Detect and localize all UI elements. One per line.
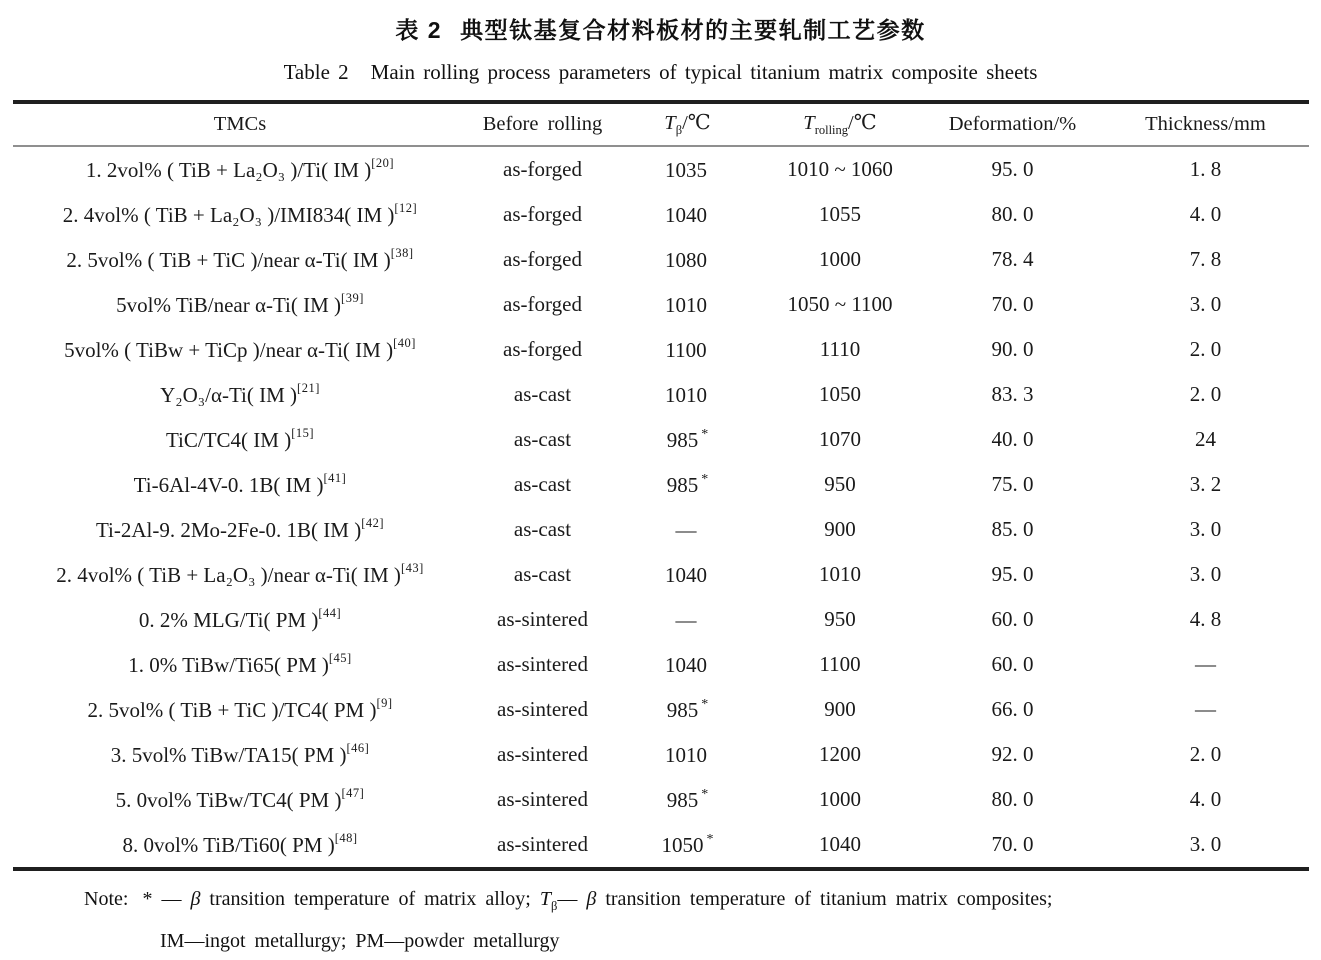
column-header-tmcs: TMCs [13, 102, 468, 146]
cell-t-rolling: 1110 [819, 337, 861, 361]
cell-before-rolling: as-forged [503, 292, 582, 316]
cell-tmc: 2. 5vol% ( TiB + TiC )/near α-Ti( IM )[38] [66, 246, 414, 272]
cell-thickness: 1. 8 [1189, 157, 1222, 181]
table-row [13, 192, 1309, 237]
cell-t-rolling: 1200 [819, 742, 861, 766]
cell-deformation: 80. 0 [991, 202, 1034, 226]
t-beta-symbol: T [539, 888, 551, 910]
table-row [13, 146, 1309, 192]
cell-tmc: Y₂O₃/α-Ti( IM )[21] [160, 381, 320, 407]
table-header-row [13, 102, 1309, 146]
beta-asterisk: * [701, 696, 709, 712]
cell-deformation: 60. 0 [991, 652, 1034, 676]
cell-tmc: 1. 0% TiBw/Ti65( PM )[45] [128, 651, 352, 677]
cell-deformation: 70. 0 [991, 832, 1034, 856]
reference-superscript: [44] [318, 606, 342, 620]
cell-t-rolling: 1010 [819, 562, 861, 586]
reference-superscript: [42] [361, 516, 385, 530]
column-header-thickness: Thickness/mm [1103, 102, 1309, 146]
cell-thickness: 4. 8 [1189, 607, 1222, 631]
reference-superscript: [12] [394, 201, 418, 215]
table-caption-zh [0, 12, 1321, 45]
cell-before-rolling: as-cast [513, 517, 572, 541]
reference-superscript: [39] [341, 291, 364, 305]
cell-t-beta: — [675, 607, 697, 632]
beta-asterisk: * [701, 426, 709, 442]
table-caption-en [0, 60, 1321, 85]
cell-before-rolling: as-sintered [497, 742, 588, 766]
cell-before-rolling: as-cast [513, 427, 572, 451]
cell-before-rolling: as-forged [503, 157, 582, 181]
cell-before-rolling: as-cast [513, 562, 572, 586]
cell-before-rolling: as-sintered [497, 652, 588, 676]
cell-thickness: — [1195, 697, 1216, 721]
cell-deformation: 75. 0 [991, 472, 1034, 496]
cell-t-beta: 1010 [665, 382, 707, 407]
table-row [13, 597, 1309, 642]
cell-tmc: 2. 5vol% ( TiB + TiC )/TC4( PM )[9] [87, 696, 393, 722]
rolling-parameters-table [13, 100, 1309, 871]
beta-asterisk: * [701, 471, 709, 487]
cell-tmc: 8. 0vol% TiB/Ti60( PM )[48] [122, 831, 358, 857]
cell-thickness: 3. 0 [1189, 562, 1222, 586]
reference-superscript: [20] [371, 156, 395, 170]
cell-tmc: 2. 4vol% ( TiB + La₂O₃ )/IMI834( IM )[12] [62, 201, 418, 227]
table-row [13, 642, 1309, 687]
cell-t-rolling: 1000 [819, 787, 861, 811]
cell-thickness: 7. 8 [1189, 247, 1222, 271]
cell-before-rolling: as-cast [513, 472, 572, 496]
cell-t-rolling: 1050 ~ 1100 [787, 292, 893, 316]
cell-t-rolling: 950 [824, 607, 856, 631]
cell-thickness: 2. 0 [1189, 742, 1222, 766]
cell-thickness: 4. 0 [1189, 202, 1222, 226]
cell-t-beta: 1100 [665, 337, 707, 362]
cell-before-rolling: as-forged [503, 202, 582, 226]
cell-t-rolling: 1000 [819, 247, 861, 271]
cell-deformation: 92. 0 [991, 742, 1034, 766]
cell-thickness: — [1195, 652, 1216, 676]
column-header-deformation: Deformation/% [923, 102, 1103, 146]
table-row [13, 552, 1309, 597]
cell-thickness: 2. 0 [1189, 382, 1222, 406]
cell-t-beta: 1035 [665, 157, 707, 182]
table-row [13, 327, 1309, 372]
cell-before-rolling: as-sintered [497, 607, 588, 631]
cell-t-beta: 985 * [666, 426, 709, 452]
cell-t-rolling: 1070 [819, 427, 861, 451]
cell-t-rolling: 1100 [819, 652, 861, 676]
cell-before-rolling: as-sintered [497, 832, 588, 856]
cell-t-beta: 1040 [665, 652, 707, 677]
cell-tmc: 5. 0vol% TiBw/TC4( PM )[47] [115, 786, 365, 812]
cell-tmc: 3. 5vol% TiBw/TA15( PM )[46] [110, 741, 370, 767]
cell-t-beta: 985 * [666, 471, 709, 497]
table-row [13, 777, 1309, 822]
cell-deformation: 78. 4 [991, 247, 1034, 271]
cell-t-beta: 1040 [665, 562, 707, 587]
table-note-line-1: Note: * — β transition temperature of matrix alloy; $T_\beta—$ β transition temperature of titanium matrix composites; [84, 888, 1053, 913]
table-caption-en-label: Table 2 [283, 60, 349, 84]
cell-tmc: TiC/TC4( IM )[15] [165, 426, 315, 452]
cell-thickness: 3. 0 [1189, 517, 1222, 541]
table-row [13, 237, 1309, 282]
cell-t-beta: 1010 [665, 742, 707, 767]
cell-thickness: 4. 0 [1189, 787, 1222, 811]
cell-deformation: 90. 0 [991, 337, 1034, 361]
cell-tmc: 5vol% ( TiBw + TiCp )/near α-Ti( IM )[40] [64, 336, 416, 362]
cell-thickness: 24 [1195, 427, 1216, 451]
reference-superscript: [38] [390, 246, 414, 260]
cell-t-beta: 1080 [665, 247, 707, 272]
cell-t-rolling: 1055 [819, 202, 861, 226]
table-row [13, 507, 1309, 552]
table-row [13, 372, 1309, 417]
cell-t-beta: 985 * [666, 786, 709, 812]
cell-tmc: 1. 2vol% ( TiB + La₂O₃ )/Ti( IM )[20] [85, 156, 395, 182]
note-label: Note: [84, 888, 129, 910]
table-caption-zh-label: 表 2 [395, 17, 443, 43]
cell-t-rolling: 1010 ~ 1060 [787, 157, 893, 181]
cell-t-rolling: 1040 [819, 832, 861, 856]
reference-superscript: [40] [393, 336, 416, 350]
reference-superscript: [9] [376, 696, 393, 710]
cell-t-beta: — [675, 517, 697, 542]
cell-deformation: 40. 0 [991, 427, 1034, 451]
reference-superscript: [46] [346, 741, 370, 755]
beta-asterisk: * [706, 831, 714, 847]
cell-deformation: 70. 0 [991, 292, 1034, 316]
table-note-line-2: IM—ingot metallurgy; PM—powder metallurgy [160, 930, 560, 952]
cell-t-rolling: 1050 [819, 382, 861, 406]
cell-t-beta: 1040 [665, 202, 707, 227]
cell-tmc: 5vol% TiB/near α-Ti( IM )[39] [116, 291, 364, 317]
beta-symbol: β [586, 888, 597, 910]
cell-tmc: Ti-2Al-9. 2Mo-2Fe-0. 1B( IM )[42] [95, 516, 385, 542]
cell-thickness: 3. 2 [1189, 472, 1222, 496]
cell-deformation: 80. 0 [991, 787, 1034, 811]
cell-deformation: 60. 0 [991, 607, 1034, 631]
cell-thickness: 2. 0 [1189, 337, 1222, 361]
cell-t-beta: 985 * [666, 696, 709, 722]
reference-superscript: [48] [334, 831, 358, 845]
table-row [13, 822, 1309, 869]
cell-deformation: 85. 0 [991, 517, 1034, 541]
cell-before-rolling: as-forged [503, 337, 582, 361]
cell-thickness: 3. 0 [1189, 292, 1222, 316]
cell-thickness: 3. 0 [1189, 832, 1222, 856]
table-caption-en-text: Main rolling process parameters of typical titanium matrix composite sheets [370, 60, 1038, 84]
table-row [13, 462, 1309, 507]
cell-tmc: 2. 4vol% ( TiB + La₂O₃ )/near α-Ti( IM )[43] [56, 561, 424, 587]
table-row [13, 417, 1309, 462]
cell-t-beta: 1010 [665, 292, 707, 317]
beta-asterisk: * [701, 786, 709, 802]
table-row [13, 282, 1309, 327]
reference-superscript: [47] [341, 786, 365, 800]
cell-deformation: 83. 3 [991, 382, 1034, 406]
reference-superscript: [41] [323, 471, 347, 485]
cell-t-rolling: 950 [824, 472, 856, 496]
cell-before-rolling: as-cast [513, 382, 572, 406]
cell-deformation: 95. 0 [991, 157, 1034, 181]
cell-before-rolling: as-sintered [497, 697, 588, 721]
column-header-t-rolling: $T_{rolling}/℃$ [758, 102, 923, 146]
column-header-before-rolling: Before rolling [468, 102, 618, 146]
reference-superscript: [15] [291, 426, 315, 440]
cell-tmc: Ti-6Al-4V-0. 1B( IM )[41] [133, 471, 347, 497]
reference-superscript: [21] [297, 381, 320, 395]
cell-before-rolling: as-forged [503, 247, 582, 271]
cell-tmc: 0. 2% MLG/Ti( PM )[44] [138, 606, 342, 632]
table-caption-zh-text: 典型钛基复合材料板材的主要轧制工艺参数 [460, 17, 926, 43]
reference-superscript: [43] [400, 561, 424, 575]
cell-before-rolling: as-sintered [497, 787, 588, 811]
table-body [13, 146, 1309, 869]
table-row [13, 687, 1309, 732]
beta-symbol: β [190, 888, 201, 910]
cell-deformation: 66. 0 [991, 697, 1034, 721]
cell-deformation: 95. 0 [991, 562, 1034, 586]
table-row [13, 732, 1309, 777]
reference-superscript: [45] [328, 651, 352, 665]
cell-t-rolling: 900 [824, 697, 856, 721]
cell-t-rolling: 900 [824, 517, 856, 541]
column-header-t-beta: $T_\beta/℃$ [618, 102, 758, 146]
cell-t-beta: 1050 * [661, 831, 714, 857]
